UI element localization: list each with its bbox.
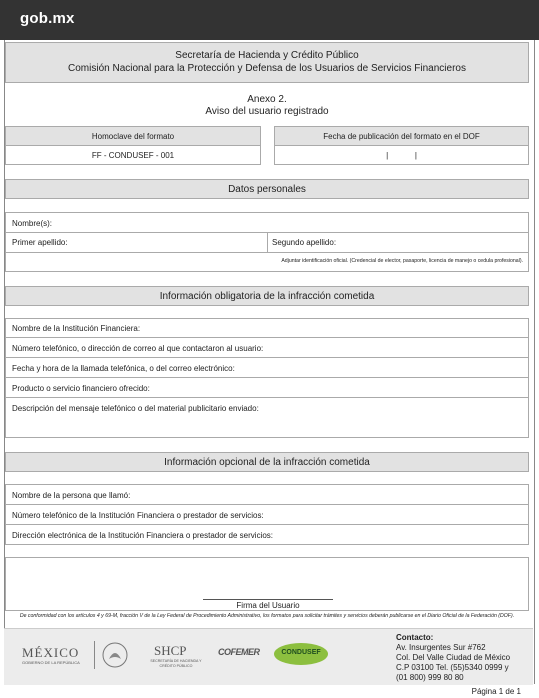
footer (4, 628, 533, 685)
contact-line-3: C.P 03100 Tel. (55)5340 0999 y (396, 663, 509, 672)
section-datos-personales: Datos personales (5, 179, 529, 199)
firma-line (203, 599, 333, 600)
nombre-row[interactable] (5, 212, 529, 233)
segundo-apellido-row[interactable] (267, 232, 529, 253)
fecha-hora-label: Fecha y hora de la llamada telefónica, o del correo electrónico: (12, 364, 235, 373)
shcp-logo-sub: SECRETARÍA DE HACIENDA Y CRÉDITO PÚBLICO (150, 659, 202, 668)
mexico-logo-text: MÉXICO (22, 645, 80, 660)
page-number: Página 1 de 1 (471, 687, 521, 696)
eagle-seal-icon (102, 641, 128, 669)
obligatoria-row-4[interactable] (5, 377, 529, 398)
firma-box[interactable] (5, 557, 529, 611)
contact-line-4: (01 800) 999 80 80 (396, 673, 464, 682)
fecha-label: Fecha de publicación del formato en el DOF (323, 132, 480, 141)
adjuntar-note: Adjuntar identificación oficial. (Credencial de elector, pasaporte, licencia de manejo o cedula profesional). (281, 258, 523, 264)
institucion-label: Nombre de la Institución Financiera: (12, 324, 141, 333)
obligatoria-row-1[interactable] (5, 318, 529, 338)
contact-title: Contacto: (396, 633, 434, 642)
opcional-row-1[interactable] (5, 484, 529, 505)
primer-apellido-label: Primer apellido: (12, 238, 68, 247)
top-bar (0, 0, 539, 40)
fecha-value: | | (386, 151, 417, 160)
segundo-apellido-label: Segundo apellido: (272, 238, 337, 247)
firma-label: Firma del Usuario (236, 601, 300, 610)
direccion-electronica-label: Dirección electrónica de la Institución Financiera o prestador de servicios: (12, 531, 274, 540)
telefono-institucion-label: Número telefónico de la Institución Financiera o prestador de servicios: (12, 511, 264, 520)
homoclave-label: Homoclave del formato (91, 132, 175, 141)
obligatoria-row-2[interactable] (5, 337, 529, 358)
fecha-value-cell (274, 145, 529, 165)
logo-divider (94, 641, 95, 669)
adjuntar-row (5, 252, 529, 272)
shcp-logo-text: SHCP (154, 643, 187, 658)
section-info-obligatoria: Información obligatoria de la infracción cometida (5, 286, 529, 306)
persona-llamo-label: Nombre de la persona que llamó: (12, 491, 131, 500)
obligatoria-row-3[interactable] (5, 357, 529, 378)
agency-line-1: Secretaría de Hacienda y Crédito Público (175, 50, 359, 61)
section-info-opcional: Información opcional de la infracción cometida (5, 452, 529, 472)
homoclave-label-cell (5, 126, 261, 146)
contact-line-1: Av. Insurgentes Sur #762 (396, 643, 486, 652)
producto-label: Producto o servicio financiero ofrecido: (12, 384, 150, 393)
contact-line-2: Col. Del Valle Ciudad de México (396, 653, 511, 662)
obligatoria-row-5[interactable] (5, 397, 529, 438)
agency-header (5, 42, 529, 83)
contacto-usuario-label: Número telefónico, o dirección de correo al que contactaron al usuario: (12, 344, 264, 353)
gobmx-logo[interactable]: gob.mx (20, 10, 75, 27)
homoclave-value: FF - CONDUSEF - 001 (91, 151, 175, 160)
opcional-row-3[interactable] (5, 524, 529, 545)
mexico-logo-sub: GOBIERNO DE LA REPÚBLICA (22, 660, 80, 665)
annex-subtitle: Aviso del usuario registrado (205, 106, 329, 117)
cofemer-logo: COFEMER (218, 647, 260, 657)
nombre-label: Nombre(s): (12, 219, 53, 228)
opcional-row-2[interactable] (5, 504, 529, 525)
annex-title: Anexo 2. (247, 94, 287, 105)
homoclave-value-cell (5, 145, 261, 165)
legal-note: De conformidad con los artículos 4 y 69-M, fracción V de la Ley Federal de Procedimiento Administrativo, los formatos para solicitar trámites y servicios deberán publicarse en el Diario Oficial de la Federación (DOF). (19, 613, 515, 619)
primer-apellido-row[interactable] (5, 232, 268, 253)
agency-line-2: Comisión Nacional para la Protección y Defensa de los Usuarios de Servicios Financieros (68, 63, 466, 74)
condusef-logo: CONDUSEF (281, 649, 321, 656)
contact-lines (396, 643, 510, 683)
descripcion-label: Descripción del mensaje telefónico o del material publicitario enviado: (12, 404, 259, 413)
fecha-label-cell (274, 126, 529, 146)
